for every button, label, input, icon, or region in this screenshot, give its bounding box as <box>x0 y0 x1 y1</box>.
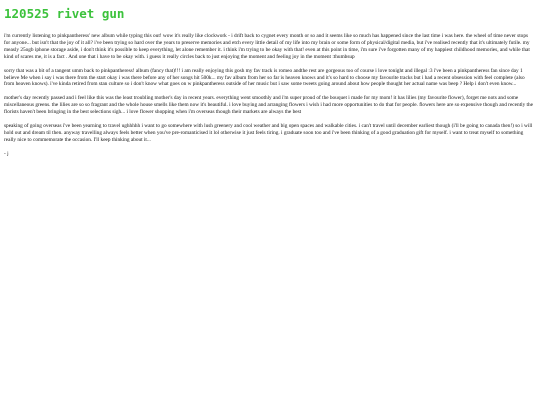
page-title: 120525 rivet gun <box>4 6 125 21</box>
signoff: - j <box>4 150 9 157</box>
paragraph-2: sorry that was a bit of a tangent umm back to pinkpantheress! album (fancy that)!!! i am really enjoying this gosh my fav track is romeo andthe rest are gorgeous too of course i love tonight and illegal :3 i've been a pinkpantheress fan since day 1 believe Me when i say i was there from the start okay i was there before any of her songs hit 500k... my fav album from her so far is heaven knows and it's so hard to choose my favourite tracks but i had a recent obsession with feel complete (also from heaven knows). i've kinda retired from stan culture so i don't know what goes on w pinkpantheress outside of her music but i saw some tweets going around about how people thought her actual name was beep ? Help i don't even know... <box>4 67 525 88</box>
paragraph-4: speaking of going overseas i've been yearning to travel ughhhhh i want to go somewhere with lush greenery and cool weather and big open spaces and walkable cities. i can't travel until december earliest though (i'll be going to canada then!) so i will hold out and dream til then. anyway travelling always feels better when you've pre-romanticised it lol otherwise it just feels tiring. i graduate soon too and i've been thinking of a good graduation gift for myself. i want to treat myself to something really nice to commemorate the occasion. I'll keep thinking about it... <box>4 123 533 143</box>
journal-entry <box>4 6 534 158</box>
paragraph-3: mother's day recently passed and i feel like this was the least troubling mother's day in recent years. everything went smoothly and i'm super proud of the bouquet i made for my mom! it has lilies (my favourite flower), forget me nots and some miscellaneous greens. the lilies are so so fragrant and the whole house smells like them now it's beautiful. i love buying and arranging flowers i wish i had more opportunities to do that for people. flowers here are so expensive though and recently the florists haven't been bringing in the best selections sigh... i love flower shopping when i'm overseas though their markets are always the best <box>4 95 534 116</box>
paragraph-1: i'm currently listening to pinkpantheress' new album while typing this out! wow it's really like clockwork - i drift back to cygnet every month or so and it seems like so much has happened since the last time i was here. the wheel of time never stops for anyone... but isn't that the joy of it all? i've been trying so hard over the years to preserve memories and etch every little detail of my life into my brain or some form of physical/digital media, but i've realised recently that it's ultimately futile. my measly 25ogb iphone storage aside, i don't think it's possible to keep everything, let alone remember it. i think i'm trying to be okay with that! even at this point in time, i'm sure i've forgotten many of my happiest childhood memories, and while that kind of scares me, it is a fact . And one that i have to be okay with. i guess it really circles back to just enjoying the moment and feeling joy in the moment :thumbsup <box>4 33 530 60</box>
